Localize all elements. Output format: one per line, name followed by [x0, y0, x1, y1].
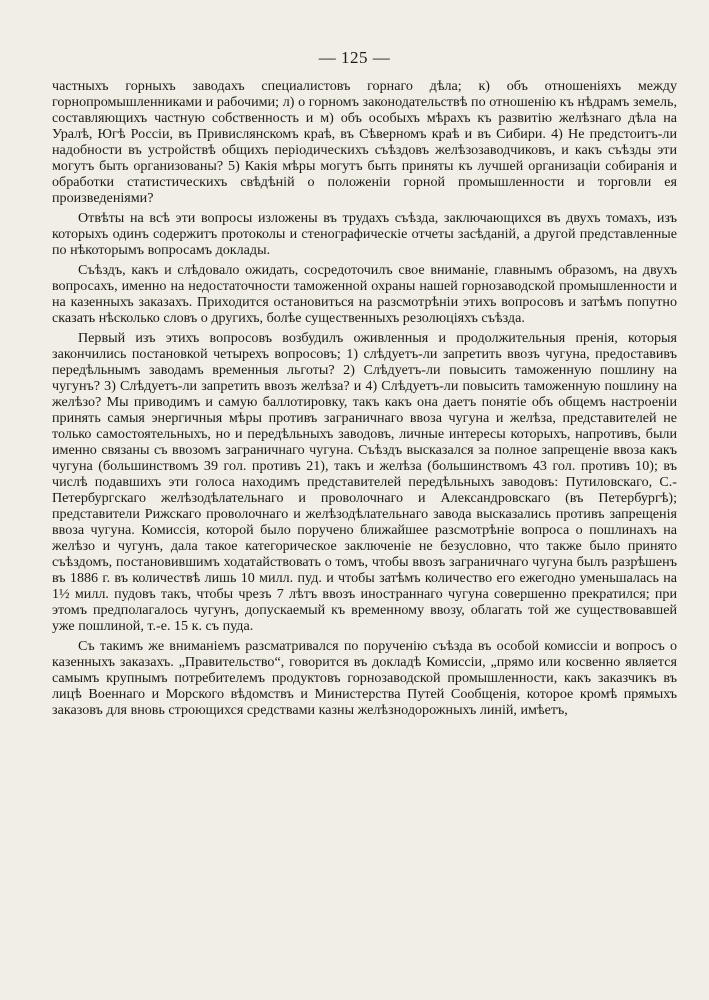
paragraph-state-orders: Съ такимъ же вниманіемъ разсматривался по порученію съѣзда въ особой комиссіи и вопросъ о казенныхъ заказахъ. „Правительство“, говорится въ докладѣ Комиссіи, „прямо или косвенно является самымъ крупнымъ потребителемъ продуктовъ горнозаводской промышленности, какъ заказчикъ въ лицѣ Военнаго и Морского вѣдомствъ и Министерства Путей Сообщенія, которое кромѣ прямыхъ заказовъ для вновь строющихся средствами казны желѣзнодорожныхъ линій, имѣетъ, — [52, 638, 677, 718]
paragraph-first-question: Первый изъ этихъ вопросовъ возбудилъ оживленныя и продолжительныя пренія, которыя закончились постановкой четырехъ вопросовъ; 1) слѣдуетъ-ли запретить ввозъ чугуна, предоставивъ передѣльнымъ заводамъ временныя льготы? 2) Слѣдуетъ-ли повысить таможенную пошлину на чугунъ? 3) Слѣдуетъ-ли запретить ввозъ желѣза? и 4) Слѣдуетъ-ли повысить таможенную пошлину на желѣзо? Мы приводимъ и самую баллотировку, такъ какъ она даетъ понятіе объ общемъ настроеніи принять самыя энергичныя мѣры противъ заграничнаго ввоза чугуна и желѣза, представителей не только самостоятельныхъ, но и передѣльныхъ заводовъ, личные интересы которыхъ, напротивъ, были именно связаны съ ввозомъ заграничнаго чугуна. Съѣздъ высказался за полное запрещеніе ввоза какъ чугуна (большинствомъ 39 гол. противъ 21), такъ и желѣза (большинствомъ 43 гол. противъ 10); въ числѣ подавшихъ эти голоса находимъ представителей передѣльныхъ заводовъ: Путиловскаго, С.-Петербургскаго желѣзодѣлательнаго и проволочнаго и Александровскаго (въ Петербургѣ); представители Рижскаго проволочнаго и желѣзодѣлательнаго завода высказались противъ запрещенія ввоза чугуна. Комиссія, которой было поручено ближайшее разсмотрѣніе вопроса о пошлинахъ на желѣзо и чугунъ, дала такое категорическое заключеніе не безусловно, что также было принято съѣздомъ, постановившимъ ходатайствовать о томъ, чтобы ввозъ заграничнаго чугуна былъ разрѣшенъ въ 1886 г. въ количествѣ лишь 10 милл. пуд. и чтобы затѣмъ количество его ежегодно уменьшалась на 1½ милл. пудовъ такъ, чтобы чрезъ 7 лѣтъ ввозъ иностраннаго чугуна совершенно прекратился; при этомъ предполагалось чугунъ, допускаемый къ временному ввозу, облагать той же существовавшей уже пошлиной, т.-е. 15 к. съ пуда. — [52, 330, 677, 634]
paragraph-answers: Отвѣты на всѣ эти вопросы изложены въ трудахъ съѣзда, заключающихся въ двухъ томахъ, изъ которыхъ одинъ содержитъ протоколы и стенографическіе отчеты засѣданій, а другой представленные по нѣкоторымъ вопросамъ доклады. — [52, 210, 677, 258]
paragraph-congress-focus: Съѣздъ, какъ и слѣдовало ожидать, сосредоточилъ свое вниманіе, главнымъ образомъ, на двухъ вопросахъ, именно на недостаточности таможенной охраны нашей горнозаводской промышленности и на казенныхъ заказахъ. Приходится остановиться на разсмотрѣніи этихъ вопросовъ и затѣмъ попутно сказать нѣсколько словъ о другихъ, болѣе существенныхъ резолюціяхъ съѣзда. — [52, 262, 677, 326]
paragraph-continuation: частныхъ горныхъ заводахъ специалистовъ горнаго дѣла; к) объ отношеніяхъ между горнопромышленниками и рабочими; л) о горномъ законодательствѣ по отношенію къ нѣдрамъ земель, составляющихъ частную собственность и м) объ особыхъ мѣрахъ къ развитію желѣзнаго дѣла на Уралѣ, Югѣ Россіи, въ Привислянскомъ краѣ, въ Сѣверномъ краѣ и въ Сибири. 4) Не предстоитъ-ли надобности въ устройствѣ общихъ періодическихъ съѣздовъ желѣзозаводчиковъ, и какъ съѣзды эти могутъ быть организованы? 5) Какія мѣры могутъ быть приняты къ лучшей организаціи собиранія и обработки статистическихъ свѣдѣній о положеніи горной промышленности и торговли ея произведеніями? — [52, 78, 677, 206]
page-number: — 125 — — [318, 48, 391, 67]
body-text — [52, 78, 677, 718]
